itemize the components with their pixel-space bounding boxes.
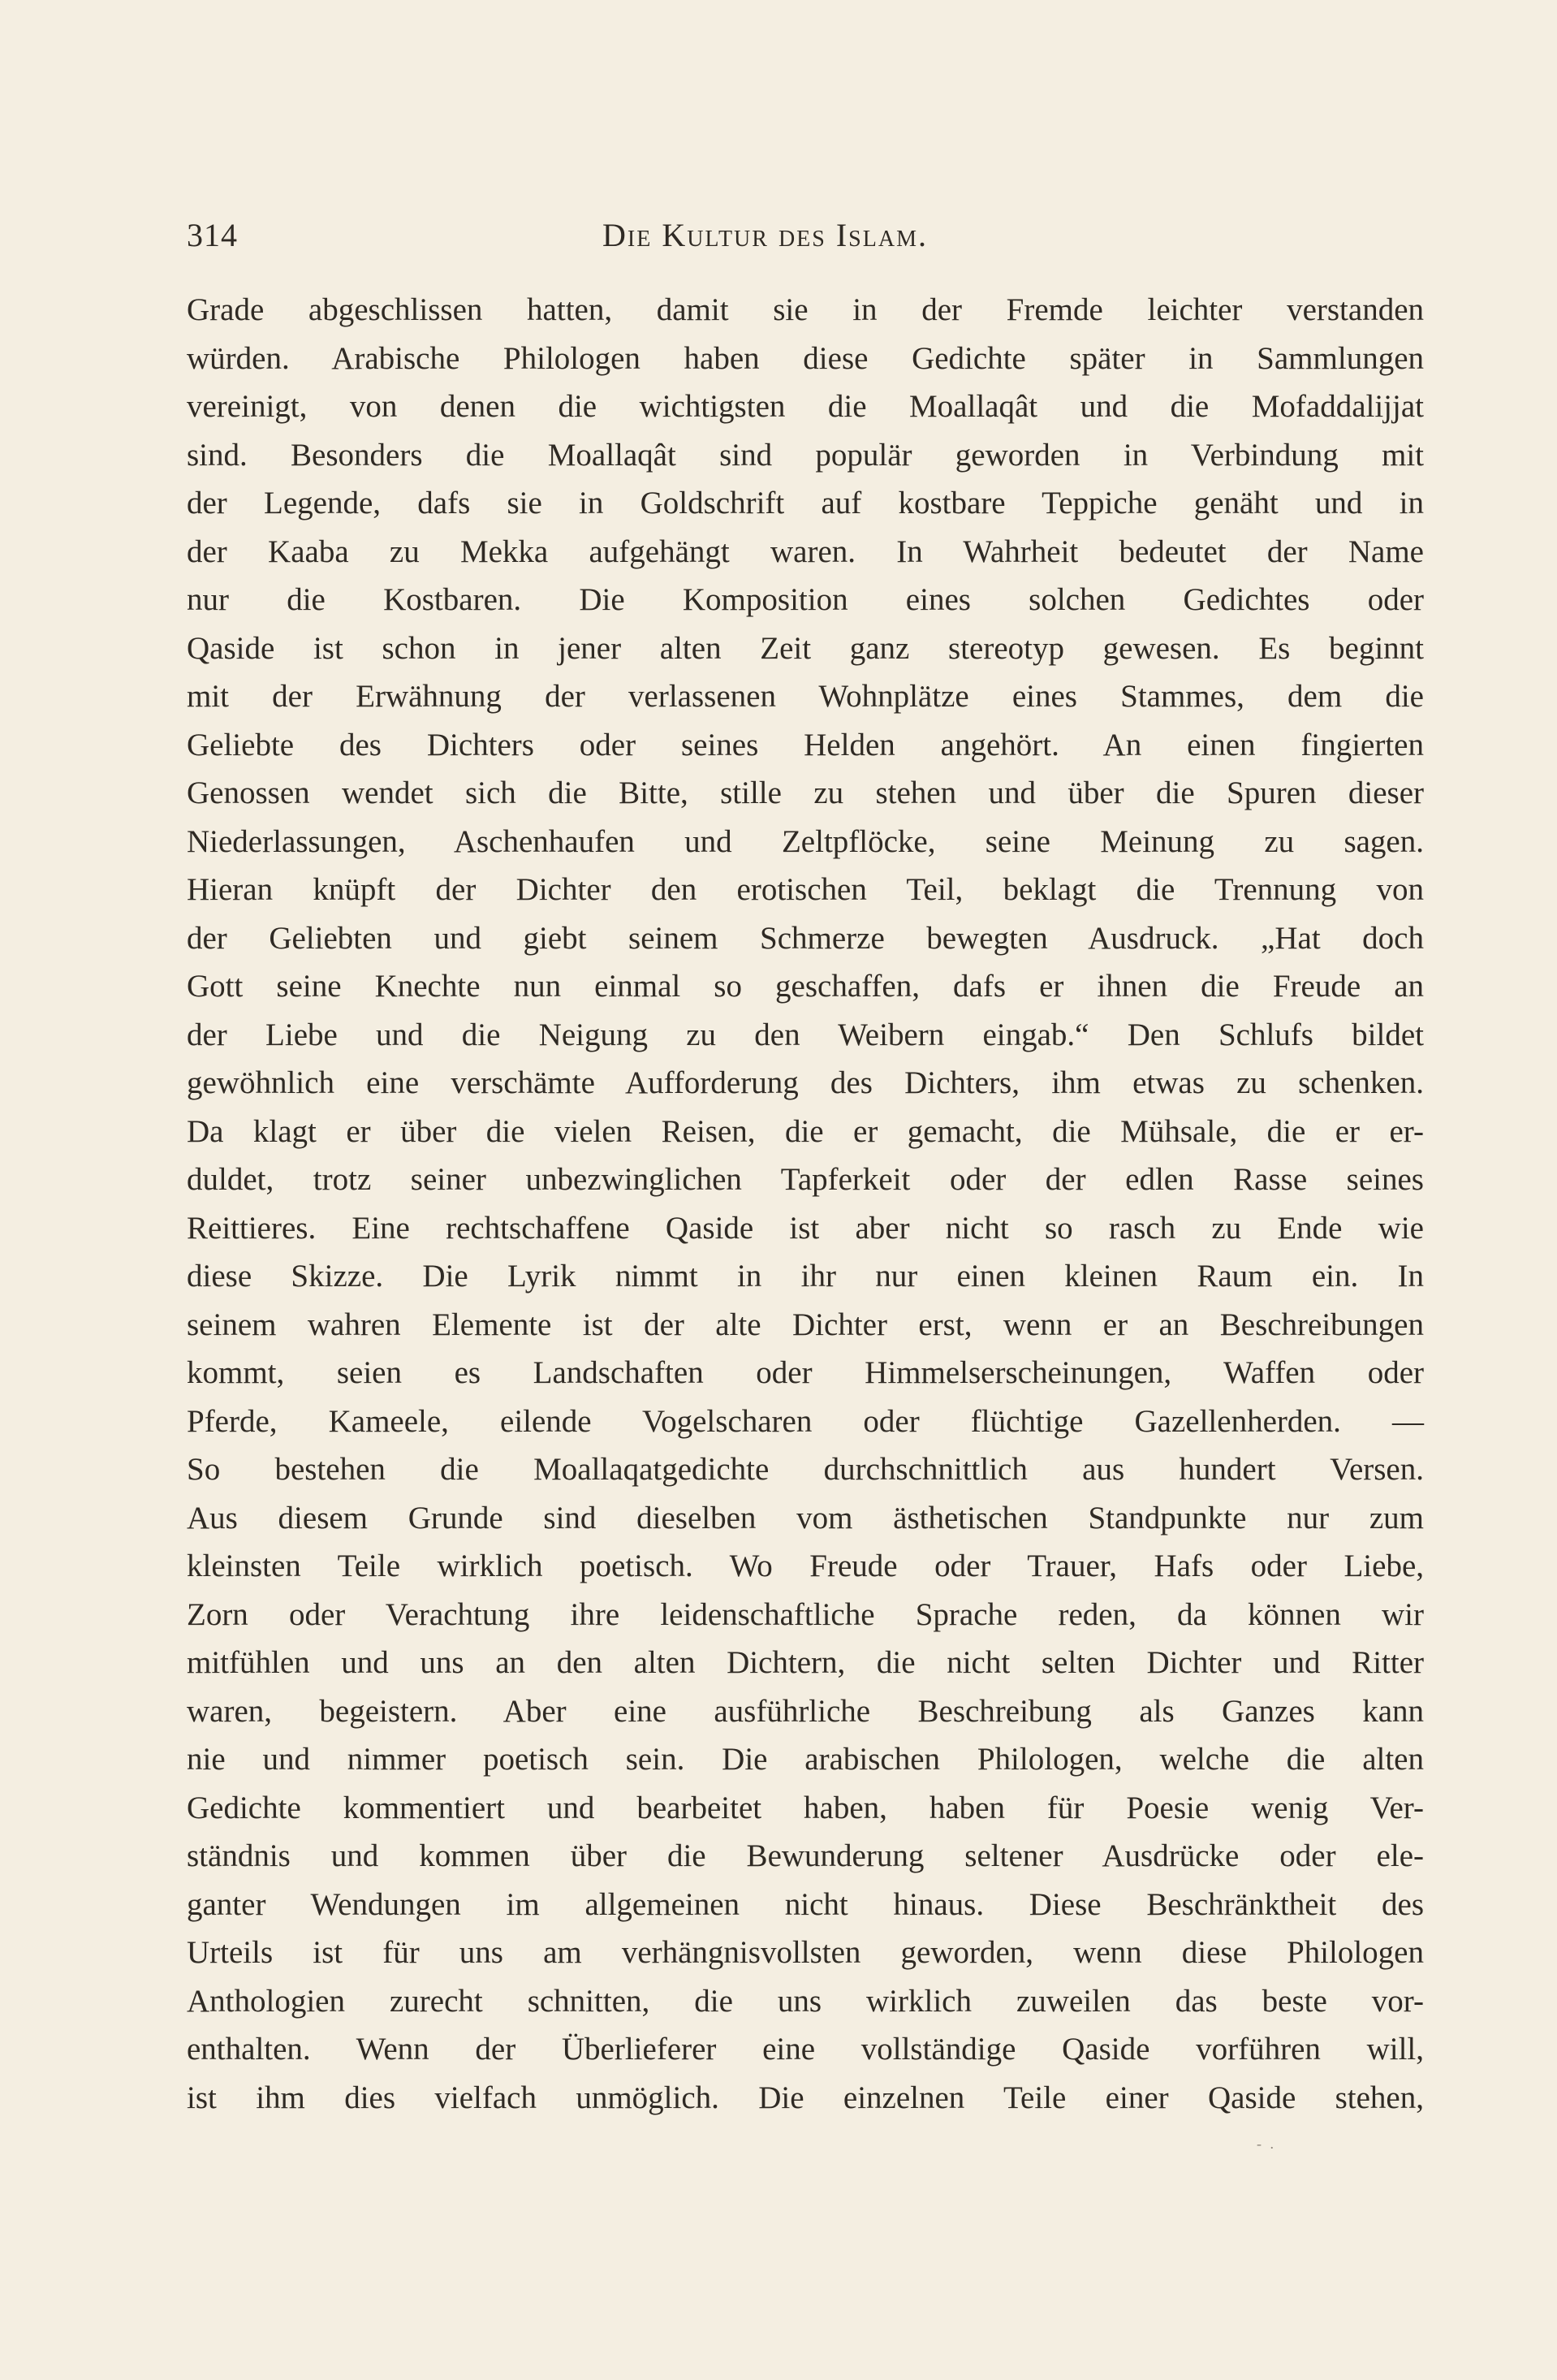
- text-line: nie und nimmer poetisch sein. Die arabischen Philologen, welche die alten: [187, 1742, 1424, 1777]
- text-line: Niederlassungen, Aschenhaufen und Zeltpflöcke, seine Meinung zu sagen.: [187, 823, 1424, 859]
- text-line: So bestehen die Moallaqatgedichte durchschnittlich aus hundert Versen.: [187, 1452, 1424, 1487]
- text-line: waren, begeistern. Aber eine ausführliche Beschreibung als Ganzes kann: [187, 1693, 1424, 1729]
- text-line: enthalten. Wenn der Überlieferer eine vollständige Qaside vorführen will,: [187, 2032, 1424, 2067]
- text-line: Urteils ist für uns am verhängnisvollsten geworden, wenn diese Philologen: [187, 1935, 1424, 1970]
- text-line: Hieran knüpft der Dichter den erotischen Teil, beklagt die Trennung von: [187, 872, 1424, 907]
- text-line: Aus diesem Grunde sind dieselben vom ästhetischen Standpunkte nur zum: [187, 1500, 1424, 1536]
- text-line: Gedichte kommentiert und bearbeitet haben, haben für Poesie wenig Ver-: [187, 1790, 1424, 1825]
- text-line: der Kaaba zu Mekka aufgehängt waren. In Wahrheit bedeutet der Name: [187, 533, 1424, 569]
- running-title: Die Kultur des Islam.: [602, 217, 928, 253]
- text-line: der Liebe und die Neigung zu den Weibern eingab.“ Den Schlufs bildet: [187, 1017, 1424, 1052]
- text-line: Qaside ist schon in jener alten Zeit ganz stereotyp gewesen. Es beginnt: [187, 630, 1424, 666]
- text-line: Grade abgeschlissen hatten, damit sie in der Fremde leichter verstanden: [187, 292, 1424, 327]
- text-line: mit der Erwähnung der verlassenen Wohnplätze eines Stammes, dem die: [187, 679, 1424, 714]
- text-line: Zorn oder Verachtung ihre leidenschaftliche Sprache reden, da können wir: [187, 1596, 1424, 1632]
- body-text: [187, 286, 1424, 2122]
- text-line: ganter Wendungen im allgemeinen nicht hinaus. Diese Beschränktheit des: [187, 1886, 1424, 1922]
- page-header: [187, 209, 1437, 261]
- text-line: duldet, trotz seiner unbezwinglichen Tapferkeit oder der edlen Rasse seines: [187, 1162, 1424, 1197]
- text-line: nur die Kostbaren. Die Komposition eines solchen Gedichtes oder: [187, 582, 1424, 617]
- text-line: Anthologien zurecht schnitten, die uns wirklich zuweilen das beste vor-: [187, 1983, 1424, 2019]
- text-line: kleinsten Teile wirklich poetisch. Wo Freude oder Trauer, Hafs oder Liebe,: [187, 1549, 1424, 1583]
- text-line: vereinigt, von denen die wichtigsten die Moallaqât und die Mofaddalijjat: [187, 389, 1424, 424]
- text-line: Da klagt er über die vielen Reisen, die er gemacht, die Mühsale, die er er-: [187, 1113, 1424, 1149]
- text-line: kommt, seien es Landschaften oder Himmelserscheinungen, Waffen oder: [187, 1355, 1424, 1390]
- footer-mark: - .: [1257, 2136, 1276, 2152]
- text-line: seinem wahren Elemente ist der alte Dichter erst, wenn er an Beschreibungen: [187, 1307, 1424, 1342]
- text-line: der Geliebten und giebt seinem Schmerze bewegten Ausdruck. „Hat doch: [187, 920, 1424, 956]
- text-line: Genossen wendet sich die Bitte, stille zu stehen und über die Spuren dieser: [187, 775, 1424, 810]
- text-line: der Legende, dafs sie in Goldschrift auf kostbare Teppiche genäht und in: [187, 486, 1424, 520]
- text-line: diese Skizze. Die Lyrik nimmt in ihr nur einen kleinen Raum ein. In: [187, 1259, 1424, 1294]
- text-line: gewöhnlich eine verschämte Aufforderung des Dichters, ihm etwas zu schenken.: [187, 1065, 1424, 1100]
- text-line: ständnis und kommen über die Bewunderung seltener Ausdrücke oder ele-: [187, 1838, 1424, 1873]
- text-line: Pferde, Kameele, eilende Vogelscharen oder flüchtige Gazellenherden. —: [187, 1403, 1424, 1439]
- text-line: würden. Arabische Philologen haben diese Gedichte später in Sammlungen: [187, 340, 1424, 376]
- text-line: Gott seine Knechte nun einmal so geschaffen, dafs er ihnen die Freude an: [187, 969, 1424, 1004]
- text-line: Geliebte des Dichters oder seines Helden angehört. An einen fingierten: [187, 727, 1424, 762]
- page-number: 314: [187, 217, 238, 253]
- text-line: Reittieres. Eine rechtschaffene Qaside ist aber nicht so rasch zu Ende wie: [187, 1210, 1424, 1246]
- text-line: mitfühlen und uns an den alten Dichtern, die nicht selten Dichter und Ritter: [187, 1645, 1424, 1680]
- text-line: ist ihm dies vielfach unmöglich. Die einzelnen Teile einer Qaside stehen,: [187, 2080, 1424, 2115]
- text-line: sind. Besonders die Moallaqât sind populär geworden in Verbindung mit: [187, 437, 1424, 473]
